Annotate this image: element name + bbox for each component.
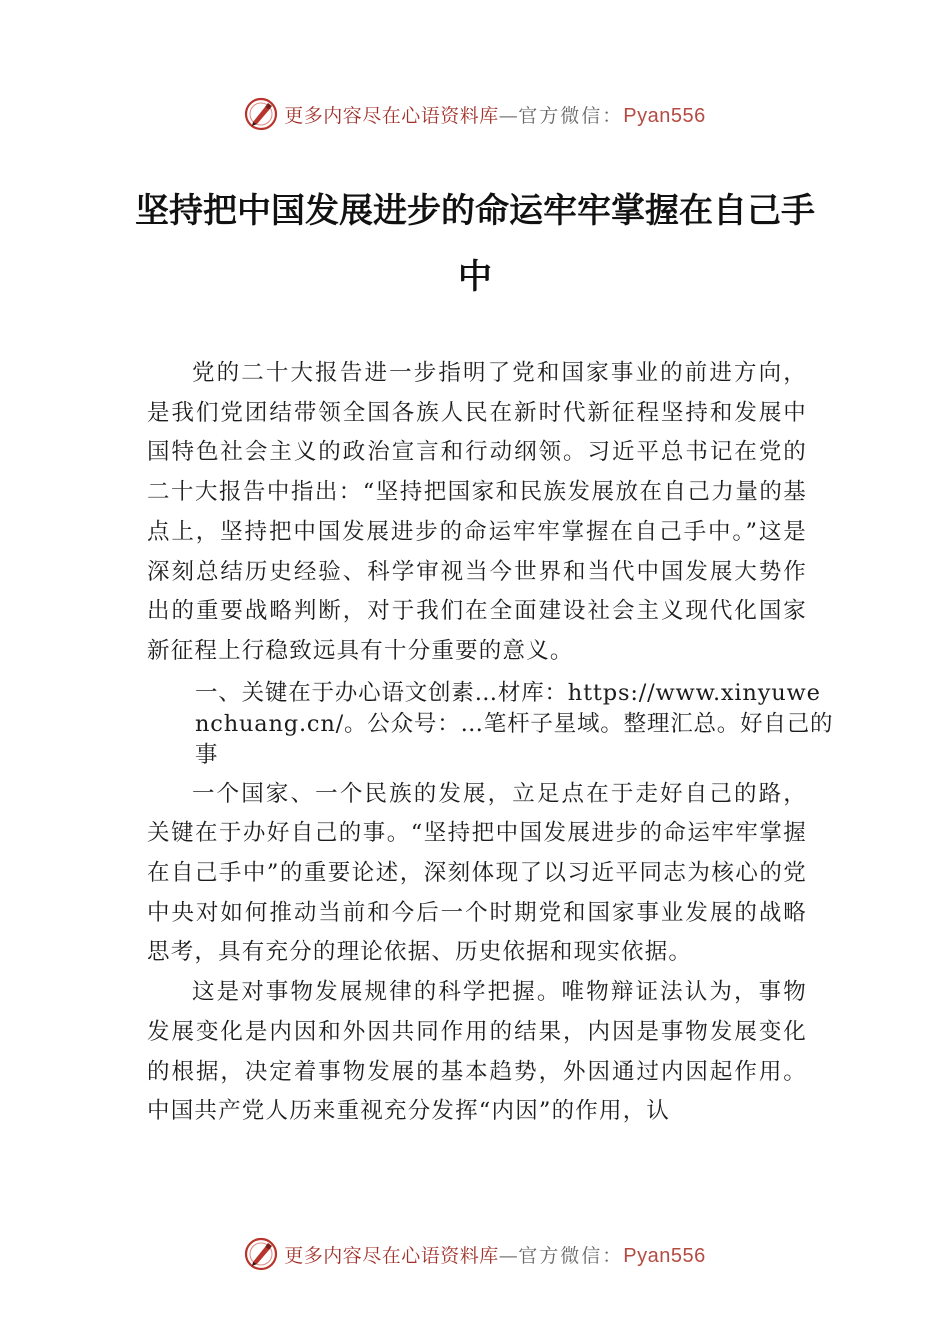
document-title: 坚持把中国发展进步的命运牢牢掌握在自己手中 xyxy=(135,191,815,297)
banner-text xyxy=(284,1241,706,1268)
banner-separator: — xyxy=(498,1244,519,1267)
banner-slogan: 更多内容尽在心语资料库 xyxy=(284,1244,499,1267)
paragraph-3: 这是对事物发展规律的科学把握。唯物辩证法认为，事物发展变化是内因和外因共同作用的结果，内因是事物发展变化的根据，决定着事物发展的基本趋势，外因通过内因起作用。中国共产党人历来重视充分发挥“内因”的作用，认 xyxy=(147,979,807,1125)
footer-banner xyxy=(0,1234,950,1274)
pen-logo-icon xyxy=(244,1237,278,1271)
document-body xyxy=(147,354,834,1132)
paragraph-2: 一个国家、一个民族的发展，立足点在于走好自己的路，关键在于办好自己的事。“坚持把中国发展进步的命运牢牢掌握在自己手中”的重要论述，深刻体现了以习近平同志为核心的党中央对如何推动当前和今后一个时期党和国家事业发展的战略思考，具有充分的理论依据、历史依据和现实依据。 xyxy=(147,780,807,966)
pen-logo-icon xyxy=(244,97,278,131)
wechat-label: 官方微信： xyxy=(518,1244,624,1267)
banner-text xyxy=(284,101,706,128)
banner-separator: — xyxy=(498,104,519,127)
wechat-id: Pyan556 xyxy=(623,104,706,127)
banner-slogan: 更多内容尽在心语资料库 xyxy=(284,104,499,127)
paragraph-1: 党的二十大报告进一步指明了党和国家事业的前进方向，是我们党团结带领全国各族人民在新时代新征程坚持和发展中国特色社会主义的政治宣言和行动纲领。习近平总书记在党的二十大报告中指出：“坚持把国家和民族发展放在自己力量的基点上，坚持把中国发展进步的命运牢牢掌握在自己手中。”这是深刻总结历史经验、科学审视当今世界和当代中国发展大势作出的重要战略判断，对于我们在全面建设社会主义现代化国家新征程上行稳致远具有十分重要的意义。 xyxy=(147,360,807,664)
wechat-label: 官方微信： xyxy=(518,104,624,127)
wechat-id: Pyan556 xyxy=(623,1244,706,1267)
section-heading-1: 一、关键在于办心语文创素…材库：https://www.xinyuwenchuang.cn/。公众号：…笔杆子星域。整理汇总。好自己的事 xyxy=(195,679,834,768)
header-banner xyxy=(0,94,950,134)
